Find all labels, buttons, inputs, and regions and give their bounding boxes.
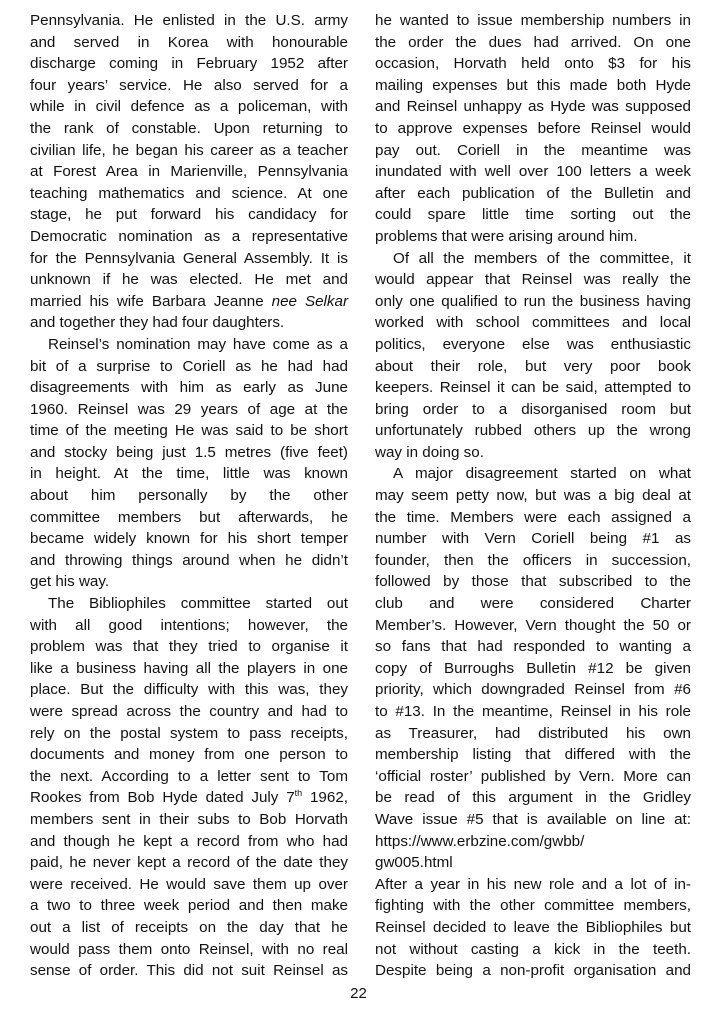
text-line: were spread across the country and had to <box>30 703 348 720</box>
text-line: 1960. Reinsel was 29 years of age at the <box>30 400 348 418</box>
text-line: may seem petty now, but was a big deal at <box>375 487 691 505</box>
text-line: The Bibliophiles committee started out <box>48 595 348 613</box>
text-line: bring order to a disorganised room but <box>375 400 691 418</box>
text-line: way in doing so. <box>375 443 484 461</box>
text-line: Reinsel decided to leave the Bibliophiles but <box>375 918 691 936</box>
text-line: only one qualified to run the business having <box>375 292 691 310</box>
text-line: copy of Burroughs Bulletin #12 be given <box>375 659 691 677</box>
text-line: to #13. In the meantime, Reinsel in his role <box>375 703 691 720</box>
left-column <box>30 10 348 982</box>
text-line: https://www.erbzine.com/gwbb/ <box>375 832 585 850</box>
page-number: 22 <box>350 985 367 1002</box>
text-line: fighting with the other committee members, <box>375 897 691 915</box>
text-line: would appear that Reinsel was really the <box>375 271 691 289</box>
text-line: and served in Korea with honourable <box>30 33 348 51</box>
text-line: four years’ service. He also served for a <box>30 76 348 94</box>
text-line: mailing expenses but this made both Hyde <box>375 76 691 94</box>
text-line: Reinsel’s nomination may have come as a <box>48 335 348 353</box>
text-line: the time. Members were each assigned a <box>375 508 691 526</box>
text-line: members sent in their subs to Bob Horvath <box>30 810 348 828</box>
text-line: keepers. Reinsel it can be said, attempted to <box>375 379 691 397</box>
text-line: founder, then the officers in succession, <box>375 551 691 569</box>
text-line: became widely known for his short temper <box>30 530 348 548</box>
text-line: would pass them onto Reinsel, with no real <box>30 940 348 958</box>
text-line: stage, he put forward his candidacy for <box>30 206 348 224</box>
text-line: the order the dues had arrived. On one <box>375 33 691 51</box>
text-line: and though he kept a record from who had <box>30 832 348 850</box>
text-line: unfortunately rubbed others up the wrong <box>375 422 691 440</box>
text-line: to approve expenses before Reinsel would <box>375 119 691 137</box>
text-line: not without casting a kick in the teeth. <box>375 940 691 958</box>
text-line: documents and money from one person to <box>30 746 348 764</box>
text-line: for the Pennsylvania General Assembly. It is <box>30 249 348 267</box>
text-line: Member’s. However, Vern thought the 50 or <box>375 616 691 634</box>
text-line: out a list of receipts on the day that he <box>30 918 348 936</box>
text-line: club and were considered Charter <box>375 595 691 613</box>
text-line: Of all the members of the committee, it <box>393 249 691 267</box>
text-line: time of the meeting He was said to be short <box>30 422 348 440</box>
text-line: and together they had four daughters. <box>30 314 285 332</box>
text-line: Wave issue #5 that is available on line at: <box>375 810 691 828</box>
text-line: at Forest Area in Marienville, Pennsylvania <box>30 163 348 181</box>
text-line: Rookes from Bob Hyde dated July 7th 1962, <box>30 788 348 807</box>
text-line: worked with school committees and local <box>375 314 691 332</box>
text-line: sense of order. This did not suit Reinsel as <box>30 962 348 980</box>
text-line: the rank of constable. Upon returning to <box>30 119 348 137</box>
text-line: number with Vern Coriell being #1 as <box>375 530 691 548</box>
text-line: about him personally by the other <box>30 487 348 505</box>
text-line: Democratic nomination as a representative <box>30 227 348 245</box>
text-line: problems that were arising around him. <box>375 227 638 245</box>
text-line: inundated with well over 100 letters a week <box>375 163 691 181</box>
text-line: Pennsylvania. He enlisted in the U.S. army <box>30 12 348 29</box>
text-line: teaching mathematics and science. At one <box>30 184 348 202</box>
right-column <box>375 10 691 982</box>
text-line: while in civil defence as a policeman, with <box>30 98 348 116</box>
text-line: rely on the postal system to pass receipts, <box>30 724 348 742</box>
text-line: politics, everyone else was enthusiastic <box>375 335 691 353</box>
text-line: ‘official roster’ published by Vern. More can <box>375 767 691 785</box>
text-line: and throwing things around when he didn’t <box>30 551 348 569</box>
text-line: bit of a surprise to Coriell as he had had <box>30 357 348 375</box>
text-line: unknown if he was elected. He met and <box>30 271 348 289</box>
text-line: like a business having all the players in one <box>30 659 348 677</box>
text-line: place. But the difficulty with this was, they <box>30 681 348 699</box>
text-line: about their role, but very poor book <box>375 357 691 375</box>
text-line: membership listing that differed with the <box>375 746 691 764</box>
text-line: after each publication of the Bulletin and <box>375 184 691 202</box>
text-line: followed by those that subscribed to the <box>375 573 691 591</box>
text-line: married his wife Barbara Jeanne nee Selkar <box>30 292 349 310</box>
text-line: gw005.html <box>375 854 453 872</box>
text-line: committee members but afterwards, he <box>30 508 348 526</box>
text-line: Despite being a non-profit organisation and <box>375 962 691 980</box>
text-line: After a year in his new role and a lot of in- <box>375 875 691 893</box>
text-line: he wanted to issue membership numbers in <box>375 12 691 29</box>
text-line: be read of this argument in the Gridley <box>375 789 691 807</box>
text-line: discharge coming in February 1952 after <box>30 55 348 73</box>
text-line: occasion, Horvath held onto $3 for his <box>375 55 691 73</box>
text-line: a two to three week period and then make <box>30 897 348 915</box>
text-line: pay out. Coriell in the meantime was <box>375 141 691 159</box>
text-line: and stocky being just 1.5 metres (five feet) <box>30 443 348 461</box>
text-line: disagreements with him as early as June <box>30 379 348 397</box>
text-line: A major disagreement started on what <box>393 465 691 483</box>
text-line: in height. At the time, little was known <box>30 465 348 483</box>
text-line: problem was that they tried to organise it <box>30 638 348 656</box>
text-line: priority, which downgraded Reinsel from #6 <box>375 681 691 699</box>
text-line: get his way. <box>30 573 110 591</box>
text-line: the next. According to a letter sent to Tom <box>30 767 348 785</box>
text-line: so fans that had responded to wanting a <box>375 638 691 656</box>
text-line: were received. He would save them up over <box>30 875 348 893</box>
text-line: paid, he never kept a record of the date they <box>30 854 348 872</box>
text-line: with all good intentions; however, the <box>30 616 348 634</box>
text-line: as Treasurer, had distributed his own <box>375 724 691 742</box>
text-line: and Reinsel unhappy as Hyde was supposed <box>375 98 691 116</box>
text-line: civilian life, he began his career as a teacher <box>30 141 348 159</box>
text-line: could spare little time sorting out the <box>375 206 691 224</box>
